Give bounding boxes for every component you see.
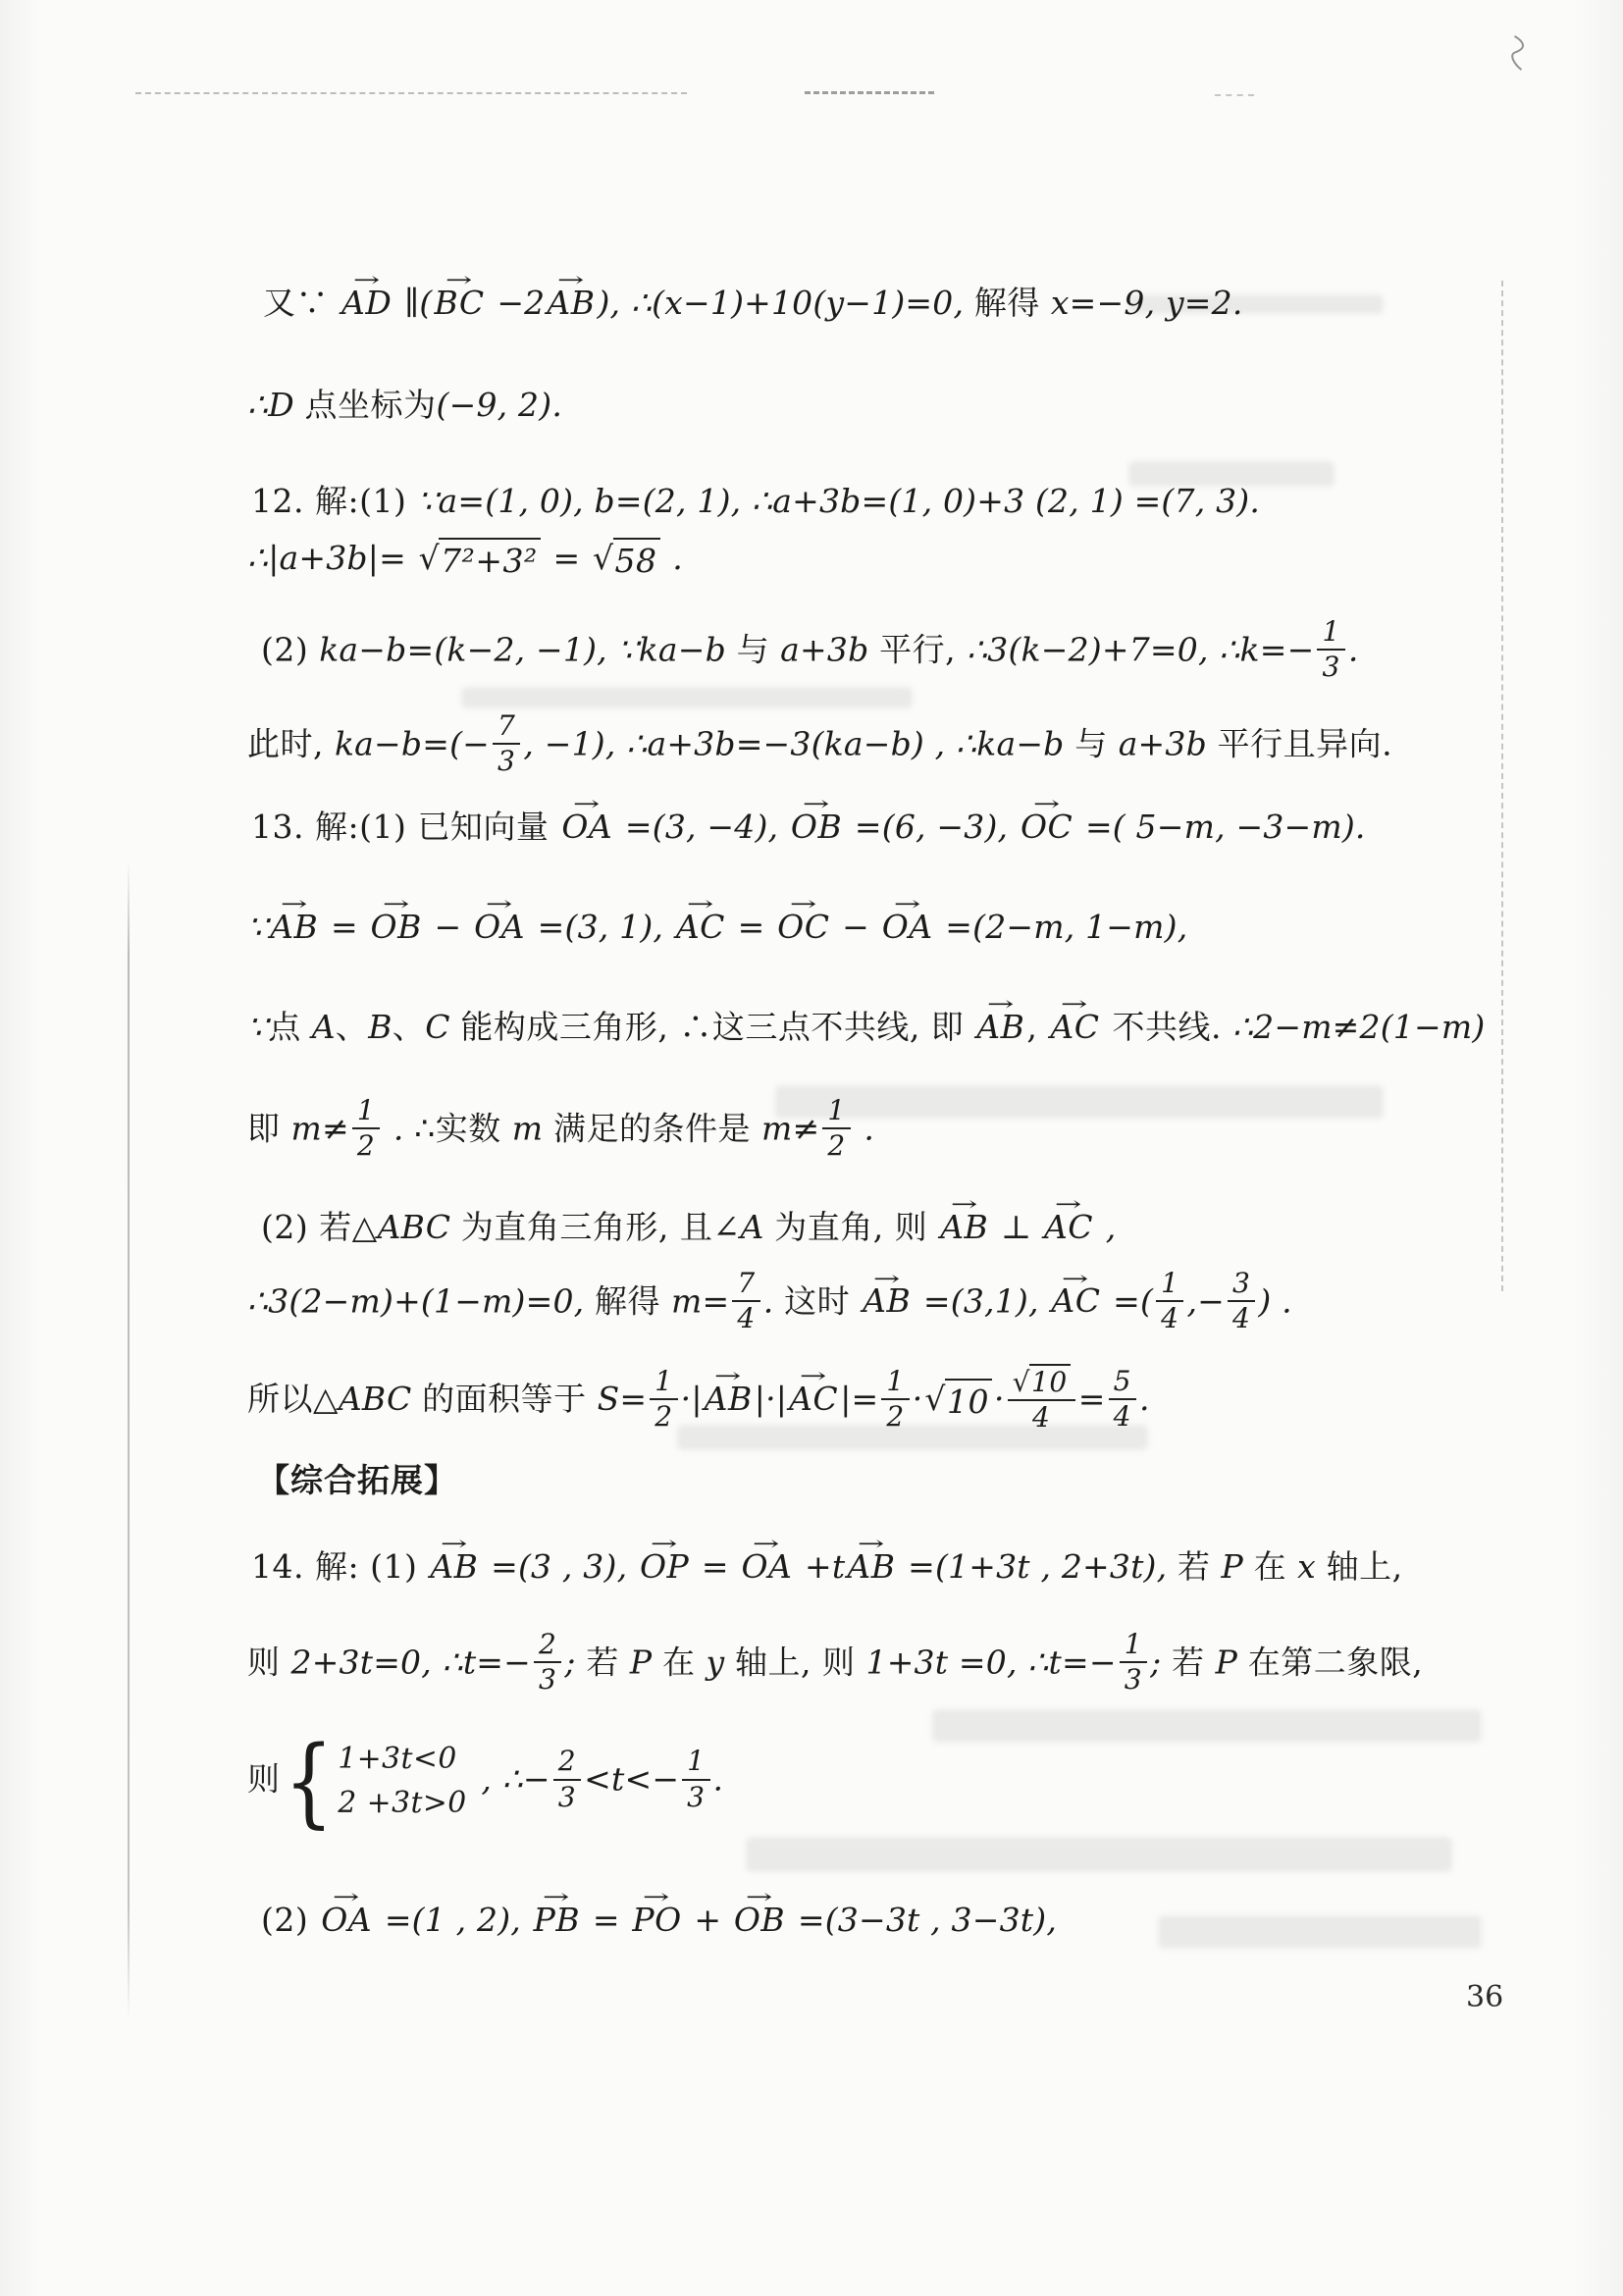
text-run: 若 xyxy=(1178,1547,1222,1586)
radical-sign: √ xyxy=(593,539,614,577)
text-run: 此时, xyxy=(247,724,335,763)
fraction-numerator: 1 xyxy=(682,1746,709,1780)
math-run: , −1), ∴a+3b=−3(ka−b) , ∴ka−b xyxy=(523,724,1075,763)
math-run: = xyxy=(726,908,776,946)
system-row: 1+3t<0 xyxy=(338,1741,457,1776)
fraction xyxy=(493,710,520,778)
fraction xyxy=(1317,616,1344,684)
fraction-denominator: 4 xyxy=(1032,1401,1051,1435)
text-run: 在 xyxy=(661,1643,707,1682)
text-run: 则 xyxy=(247,1643,291,1682)
text-run: 能构成三角形, ∴这三点不共线, 即 xyxy=(460,1008,975,1046)
line-13-1-given xyxy=(251,807,1366,847)
text-run: 12. 解:(1) xyxy=(251,482,418,520)
fraction xyxy=(650,1366,677,1434)
fraction xyxy=(352,1095,380,1163)
math-run: P xyxy=(1221,1547,1254,1586)
text-run: 在第二象限, xyxy=(1247,1643,1424,1682)
line-12-2-parallel-k xyxy=(261,615,1359,686)
vector-name: OB → xyxy=(791,807,842,847)
fraction xyxy=(881,1366,909,1434)
math-run: +t xyxy=(794,1547,846,1586)
math-run: ,− xyxy=(1186,1281,1226,1321)
text-run: 13. 解:(1) 已知向量 xyxy=(251,808,560,846)
math-run: =(3,1), xyxy=(913,1281,1050,1321)
fraction-numerator: 1 xyxy=(1156,1268,1183,1302)
fraction xyxy=(732,1268,759,1335)
math-run: = xyxy=(320,908,369,946)
math-run: A xyxy=(740,1208,775,1246)
math-run: ) . xyxy=(1258,1281,1292,1321)
math-run: P xyxy=(629,1643,662,1682)
text-run: 即 xyxy=(247,1109,291,1148)
math-run: , xyxy=(1095,1208,1117,1246)
math-run: 2+3t=0, ∴t=− xyxy=(290,1643,531,1682)
math-run: ), ∴(x−1)+10(y−1)=0, xyxy=(597,284,974,322)
math-run: x xyxy=(1297,1547,1327,1586)
scan-smudge xyxy=(932,1709,1482,1743)
fraction-denominator: 3 xyxy=(1322,651,1340,684)
vector-name: AC → xyxy=(676,907,725,947)
fraction-numerator: 1 xyxy=(822,1095,850,1129)
vector-name: AD → xyxy=(341,283,392,323)
math-run: − xyxy=(831,908,880,946)
vector-name: AB → xyxy=(976,1007,1024,1047)
fraction-numerator: 1 xyxy=(881,1366,909,1400)
math-run: . xyxy=(712,1759,724,1799)
vector-name: OC → xyxy=(1021,807,1073,847)
fraction-denominator: 3 xyxy=(497,745,516,778)
line-14-2-pb xyxy=(261,1900,1057,1940)
math-run: =(6, −3), xyxy=(844,808,1019,846)
math-run: ·| xyxy=(680,1379,703,1418)
vector-name: OC → xyxy=(777,907,829,947)
text-run: (2) xyxy=(261,1901,320,1939)
math-run: a+3b xyxy=(780,630,880,669)
math-run: =(3, −4), xyxy=(614,808,789,846)
text-run: 点 xyxy=(268,1008,312,1046)
math-run: = xyxy=(1077,1379,1106,1418)
text-run: 、 xyxy=(392,1008,426,1046)
line-14-1-op xyxy=(251,1546,1403,1587)
fraction-numerator xyxy=(1008,1364,1075,1401)
vector-name: AB → xyxy=(270,907,318,947)
text-run: 解得 xyxy=(595,1281,672,1321)
vector-name: AB → xyxy=(847,1546,895,1587)
math-run: ⊥ xyxy=(990,1208,1042,1246)
math-run: =( 5−m, −3−m). xyxy=(1074,808,1366,846)
fraction-numerator: 7 xyxy=(732,1268,759,1302)
text-run: (2) 若△ xyxy=(261,1208,378,1246)
fraction-denominator: 4 xyxy=(1232,1302,1251,1335)
math-run: − xyxy=(423,908,473,946)
fraction-denominator: 2 xyxy=(356,1129,376,1163)
vector-name: AB → xyxy=(705,1379,753,1419)
fraction-numerator: 1 xyxy=(352,1095,380,1129)
vector-name: OA → xyxy=(741,1546,792,1587)
math-run: S= xyxy=(597,1379,648,1418)
vector-name: AB → xyxy=(430,1546,478,1587)
system-row: 2 +3t>0 xyxy=(338,1785,467,1820)
text-run: (2) xyxy=(261,630,320,669)
math-run: =(2−m, 1−m), xyxy=(934,908,1188,946)
text-run: 所以△ xyxy=(247,1379,339,1418)
vector-name: AC → xyxy=(1051,1280,1100,1321)
math-run: =(3, 1), xyxy=(526,908,674,946)
text-run: 、 xyxy=(335,1008,369,1046)
fraction-denominator: 3 xyxy=(1124,1663,1143,1696)
math-run: ∵ xyxy=(247,1008,269,1046)
math-run: , ∴− xyxy=(470,1759,550,1799)
math-run: · xyxy=(912,1379,923,1418)
math-run: m xyxy=(511,1109,553,1148)
math-run: A xyxy=(311,1008,336,1046)
text-run: 与 xyxy=(1074,724,1119,763)
fraction xyxy=(1109,1366,1136,1434)
math-run: |·| xyxy=(754,1379,788,1418)
text-run: 这时 xyxy=(784,1281,862,1321)
scan-dashed-line xyxy=(805,91,934,94)
line-d-coordinates xyxy=(247,385,562,425)
math-run: . xyxy=(762,1281,785,1321)
math-run: ∥( xyxy=(393,284,433,322)
text-run: 为直角, 则 xyxy=(774,1208,939,1246)
line-12-2-conclusion xyxy=(247,709,1393,780)
scan-dashed-line xyxy=(135,92,687,94)
fraction xyxy=(822,1095,850,1163)
fraction-denominator: 3 xyxy=(557,1780,577,1813)
fraction xyxy=(1156,1268,1183,1335)
text-run: 平行且异向. xyxy=(1217,724,1393,763)
math-run: |= xyxy=(840,1379,879,1418)
text-run: 若 xyxy=(586,1643,630,1682)
text-run: 与 xyxy=(736,630,781,669)
math-run: ∵a=(1, 0), b=(2, 1), ∴a+3b=(1, 0)+3 (2, 1) =(7, 3). xyxy=(417,482,1261,520)
math-run: C xyxy=(425,1008,461,1046)
line-13-2-solve-m xyxy=(247,1267,1292,1337)
math-run: ; xyxy=(1150,1643,1173,1682)
vector-name: AC → xyxy=(1044,1207,1093,1247)
scan-dashed-line xyxy=(1215,94,1254,96)
fraction xyxy=(1120,1629,1147,1696)
line-13-1-triangle-condition xyxy=(247,1007,1485,1047)
sqrt-expression xyxy=(593,538,660,581)
math-run: (−9, 2). xyxy=(436,386,563,424)
line-13-1-m-condition xyxy=(247,1094,875,1165)
math-run: −2 xyxy=(486,284,546,322)
math-run: =(1+3t , 2+3t), xyxy=(897,1547,1178,1586)
math-run: = xyxy=(542,539,591,577)
text-run: 解得 xyxy=(973,284,1051,322)
vector-name: BC → xyxy=(435,283,485,323)
text-run: 又∵ xyxy=(263,284,340,322)
fraction xyxy=(1228,1268,1255,1335)
math-run: m= xyxy=(671,1281,730,1321)
math-run: . xyxy=(383,1109,415,1148)
fraction xyxy=(682,1746,709,1813)
text-run: 不共线. xyxy=(1101,1008,1232,1046)
section-title: 【综合拓展】 xyxy=(257,1461,457,1499)
math-run: ∵ xyxy=(247,908,269,946)
scan-left-edge-line xyxy=(128,861,130,2021)
radicand: 7²+3² xyxy=(439,538,541,581)
radical-sign: √ xyxy=(924,1379,946,1418)
fraction-numerator: 2 xyxy=(534,1629,561,1663)
math-run: ; xyxy=(564,1643,587,1682)
vector-name: OP → xyxy=(640,1546,689,1587)
text-run: 轴上, xyxy=(1326,1547,1403,1586)
line-ad-parallel-solve xyxy=(263,283,1243,323)
text-run: 则 xyxy=(247,1759,281,1799)
text-run: 的面积等于 xyxy=(422,1379,598,1418)
vector-name: AC → xyxy=(789,1379,838,1419)
text-run: 14. 解: (1) xyxy=(251,1547,429,1586)
math-run: ∴|a+3b|= xyxy=(247,539,417,577)
radicand: 10 xyxy=(945,1379,992,1422)
system-rows xyxy=(338,1738,466,1825)
sqrt-expression xyxy=(419,538,541,581)
math-run: =( xyxy=(1102,1281,1154,1321)
page-number: 36 xyxy=(1466,1980,1504,2014)
text-run: 为直角三角形, 且∠ xyxy=(460,1208,741,1246)
fraction xyxy=(553,1746,581,1813)
math-run: ∴D xyxy=(247,386,305,424)
line-14-1-axis-cases xyxy=(247,1628,1424,1698)
line-13-1-ab-ac xyxy=(247,907,1187,947)
math-run: y xyxy=(706,1643,736,1682)
scan-right-edge-dashed-line xyxy=(1501,281,1503,1291)
math-run: . xyxy=(661,539,683,577)
vector-name: OB → xyxy=(371,907,422,947)
line-12-1-magnitude xyxy=(247,538,683,581)
text-run: , xyxy=(1026,1008,1049,1046)
math-run: ka−b=(k−2, −1), ∵ka−b xyxy=(319,630,737,669)
text-run: 轴上, 则 xyxy=(735,1643,866,1682)
math-run: x=−9, y=2. xyxy=(1050,284,1243,322)
left-brace: { xyxy=(284,1724,335,1839)
vector-name: AB → xyxy=(863,1280,911,1321)
scan-corner-mark xyxy=(1501,31,1535,76)
vector-name: PB → xyxy=(534,1900,580,1940)
math-run: . xyxy=(1138,1379,1150,1418)
fraction-denominator: 2 xyxy=(827,1129,846,1163)
fraction-denominator: 4 xyxy=(1113,1399,1131,1433)
radical-sign: √ xyxy=(418,539,441,577)
math-run: B xyxy=(368,1008,393,1046)
fraction-numerator: 2 xyxy=(553,1746,581,1780)
vector-name: PO → xyxy=(632,1900,681,1940)
math-run: =(1 , 2), xyxy=(374,1901,532,1939)
fraction-numerator: 7 xyxy=(493,710,520,745)
line-12-1-vectors xyxy=(251,481,1260,521)
math-run: <t<− xyxy=(584,1759,680,1799)
vector-name: OA → xyxy=(321,1900,372,1940)
math-run: ∴3(k−2)+7=0, ∴k=− xyxy=(967,630,1315,669)
vector-name: AB → xyxy=(940,1207,988,1247)
fraction-numerator: 3 xyxy=(1228,1268,1255,1302)
math-run: ABC xyxy=(338,1379,423,1418)
fraction-denominator: 2 xyxy=(886,1399,905,1433)
math-run: a+3b xyxy=(1118,724,1218,763)
text-run: 点坐标为 xyxy=(304,386,437,424)
radicand: 58 xyxy=(613,538,660,581)
line-13-2-area xyxy=(247,1366,1150,1436)
squiggle-mark-icon xyxy=(1501,31,1535,76)
math-run: m≠ xyxy=(290,1109,349,1148)
fraction-numerator: 1 xyxy=(650,1366,677,1400)
math-run: . xyxy=(1347,630,1359,669)
radical-sign: √ xyxy=(1012,1366,1031,1398)
line-14-1-quadrant-system xyxy=(247,1724,724,1839)
sqrt-expression xyxy=(924,1379,992,1422)
fraction-denominator: 3 xyxy=(687,1780,706,1813)
math-run: ∴2−m≠2(1−m) xyxy=(1231,1008,1486,1046)
math-run: m≠ xyxy=(760,1109,820,1148)
math-run: = xyxy=(691,1547,740,1586)
section-header-comprehensive xyxy=(257,1460,457,1500)
vector-name: AB → xyxy=(547,283,595,323)
math-run: ABC xyxy=(377,1208,461,1246)
radicand: 10 xyxy=(1029,1364,1071,1398)
text-run: 在 xyxy=(1253,1547,1298,1586)
math-run: ∴3(2−m)+(1−m)=0, xyxy=(247,1281,596,1321)
math-run: = xyxy=(582,1901,631,1939)
vector-name: OA → xyxy=(561,807,612,847)
vector-name: OB → xyxy=(734,1900,785,1940)
math-run: =(3 , 3), xyxy=(480,1547,638,1586)
fraction-numerator: 1 xyxy=(1317,616,1344,651)
fraction-denominator: 3 xyxy=(539,1663,557,1696)
fraction-denominator: 4 xyxy=(1161,1302,1179,1335)
scan-smudge xyxy=(461,687,913,708)
text-run: 平行, xyxy=(879,630,968,669)
fraction-numerator: 5 xyxy=(1109,1366,1136,1400)
vector-name: AC → xyxy=(1050,1007,1099,1047)
fraction xyxy=(534,1629,561,1696)
math-run: + xyxy=(683,1901,732,1939)
scan-smudge xyxy=(1158,1915,1482,1949)
math-run: 1+3t =0, ∴t=− xyxy=(865,1643,1117,1682)
line-13-2-right-angle xyxy=(261,1207,1116,1247)
math-run: ka−b=(− xyxy=(334,724,491,763)
scan-smudge xyxy=(746,1837,1452,1872)
text-run: 若 xyxy=(1172,1643,1216,1682)
vector-name: OA → xyxy=(882,907,933,947)
fraction-numerator: 1 xyxy=(1120,1629,1147,1663)
math-run: . xyxy=(853,1109,875,1148)
math-run: P xyxy=(1215,1643,1248,1682)
math-run: · xyxy=(993,1379,1005,1418)
text-run: ∴实数 xyxy=(414,1109,512,1148)
fraction-denominator: 4 xyxy=(737,1302,756,1335)
math-run: =(3−3t , 3−3t), xyxy=(787,1901,1058,1939)
fraction-denominator: 2 xyxy=(654,1399,673,1433)
text-run: 满足的条件是 xyxy=(552,1109,761,1148)
fraction xyxy=(1008,1364,1075,1435)
inequality-system xyxy=(284,1724,467,1839)
vector-name: OA → xyxy=(474,907,525,947)
